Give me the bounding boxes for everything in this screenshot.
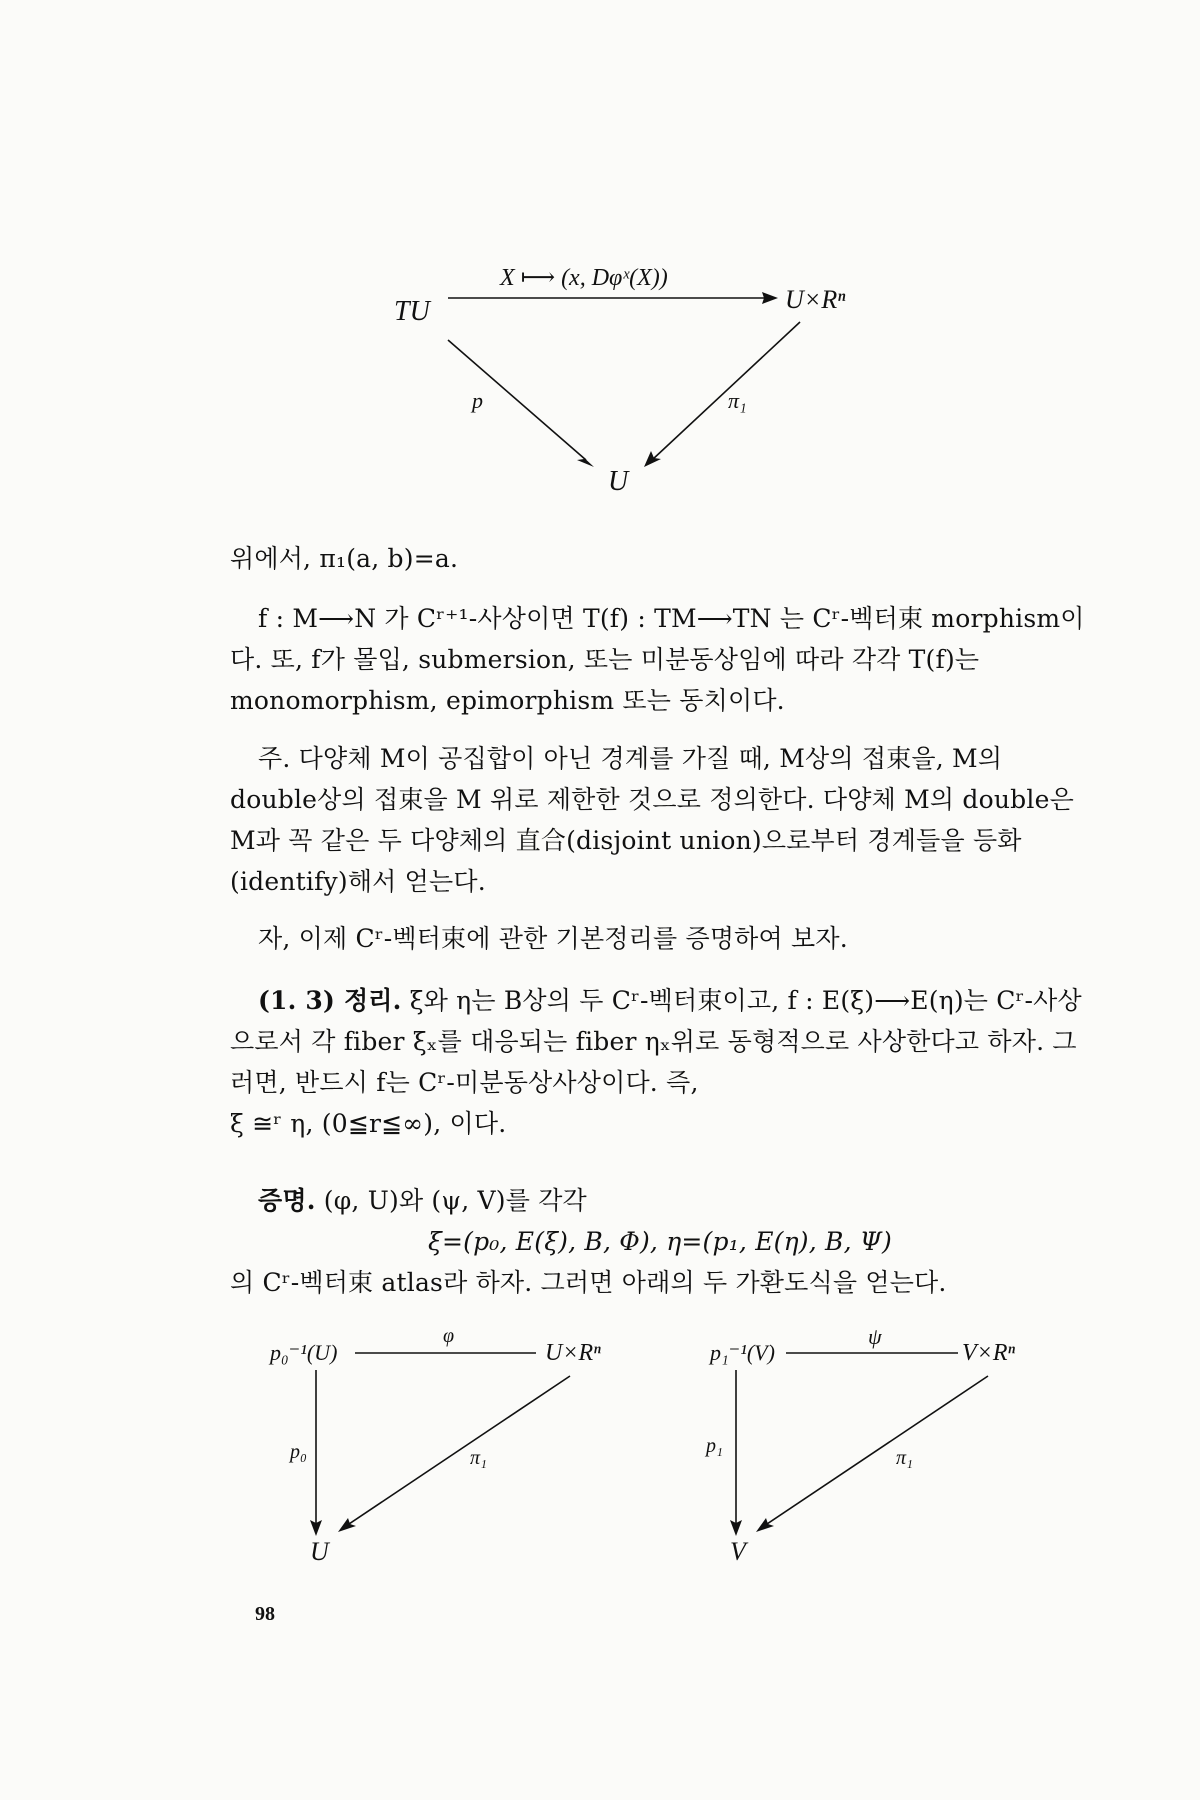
diagram1-right-node: U×Rⁿ	[785, 285, 846, 314]
theorem-text: ξ와 η는 B상의 두 Cʳ-벡터束이고, f : E(ξ)⟶E(η)는 Cʳ-사상으로서 각 fiber ξₓ를 대응되는 fiber ηₓ위로 동형적으로 사상한다고 하자. 그러면, 반드시 f는 Cʳ-미분동상사상이다. 즉,	[230, 986, 1082, 1097]
diagram2-vertical-arrow	[310, 1370, 322, 1536]
para-now-text: 자, 이제 Cʳ-벡터束에 관한 기본정리를 증명하여 보자.	[258, 924, 848, 953]
para-where	[230, 538, 1090, 579]
diagram1-horizontal-arrow	[448, 292, 778, 304]
diagram2-top-left: p₀⁻¹(U)	[270, 1340, 338, 1365]
diagram1-right-arrow-label: π₁	[728, 388, 747, 413]
diagram-atlas-V	[700, 1324, 1090, 1570]
para-f	[230, 598, 1090, 721]
para-where-text: 위에서, π₁(a, b)=a.	[230, 544, 459, 573]
diagram3-diagonal-arrow	[756, 1376, 988, 1532]
proof-after: 의 Cʳ-벡터束 atlas라 하자. 그러면 아래의 두 가환도식을 얻는다.	[230, 1268, 947, 1297]
para-f-text: f : M⟶N 가 Cʳ⁺¹-사상이면 T(f) : TM⟶TN 는 Cʳ-벡터束 morphism이다. 또, f가 몰입, submersion, 또는 미분동상임에 따라 각각 T(f)는 monomorphism, epimorphism 또는 동치이다.	[230, 604, 1085, 715]
diagram1-left-node: TU	[394, 296, 430, 327]
diagram2-diagonal-arrow	[338, 1376, 570, 1532]
proof-label: 증명.	[258, 1186, 316, 1215]
diagram3-bottom: V	[730, 1537, 746, 1566]
para-now	[230, 918, 1090, 959]
proof	[230, 1180, 1090, 1303]
diagram2-bottom: U	[310, 1537, 329, 1566]
proof-equation: ξ=(p₀, E(ξ), B, Φ), η=(p₁, E(η), B, Ψ)	[428, 1227, 892, 1256]
diagram1-right-diagonal-arrow	[644, 322, 800, 467]
diagram1-bottom-node: U	[608, 466, 629, 497]
diagram3-diag-arrow-label: π₁	[896, 1447, 913, 1469]
theorem-label: (1. 3) 정리.	[258, 986, 402, 1015]
proof-text: (φ, U)와 (ψ, V)를 각각	[323, 1186, 587, 1215]
diagram2-top-arrow-label: φ	[443, 1325, 455, 1347]
diagram3-top-right: V×Rⁿ	[962, 1340, 1016, 1366]
diagram2-left-arrow-label: p₀	[290, 1441, 307, 1463]
diagram1-left-arrow-label: p	[472, 388, 483, 413]
diagram3-top-arrow-label: ψ	[868, 1324, 882, 1349]
diagram1-top-label: X ⟼ (x, Dφˣ(X))	[500, 265, 668, 291]
page-number: 98	[255, 1603, 275, 1625]
diagram3-top-left: p₁⁻¹(V)	[710, 1340, 775, 1365]
diagram2-top-right: U×Rⁿ	[545, 1340, 601, 1366]
diagram3-vertical-arrow	[730, 1370, 742, 1536]
diagram3-left-arrow-label: p₁	[706, 1435, 723, 1457]
diagram1-left-diagonal-arrow	[448, 340, 594, 467]
para-note	[230, 738, 1090, 902]
diagram-atlas-U	[260, 1325, 640, 1570]
theorem-conclusion: ξ ≅ʳ η, (0≦r≦∞), 이다.	[230, 1109, 507, 1138]
para-note-text: 주. 다양체 M이 공집합이 아닌 경계를 가질 때, M상의 접束을, M의 double상의 접束을 M 위로 제한한 것으로 정의한다. 다양체 M의 double은 M과 꼭 같은 두 다양체의 直合(disjoint union)으로부터 경계들을 등화(identify)해서 얻는다.	[230, 744, 1074, 896]
theorem-1-3	[230, 980, 1090, 1144]
diagram-tangent-bundle	[380, 250, 900, 500]
diagram2-diag-arrow-label: π₁	[470, 1447, 487, 1469]
